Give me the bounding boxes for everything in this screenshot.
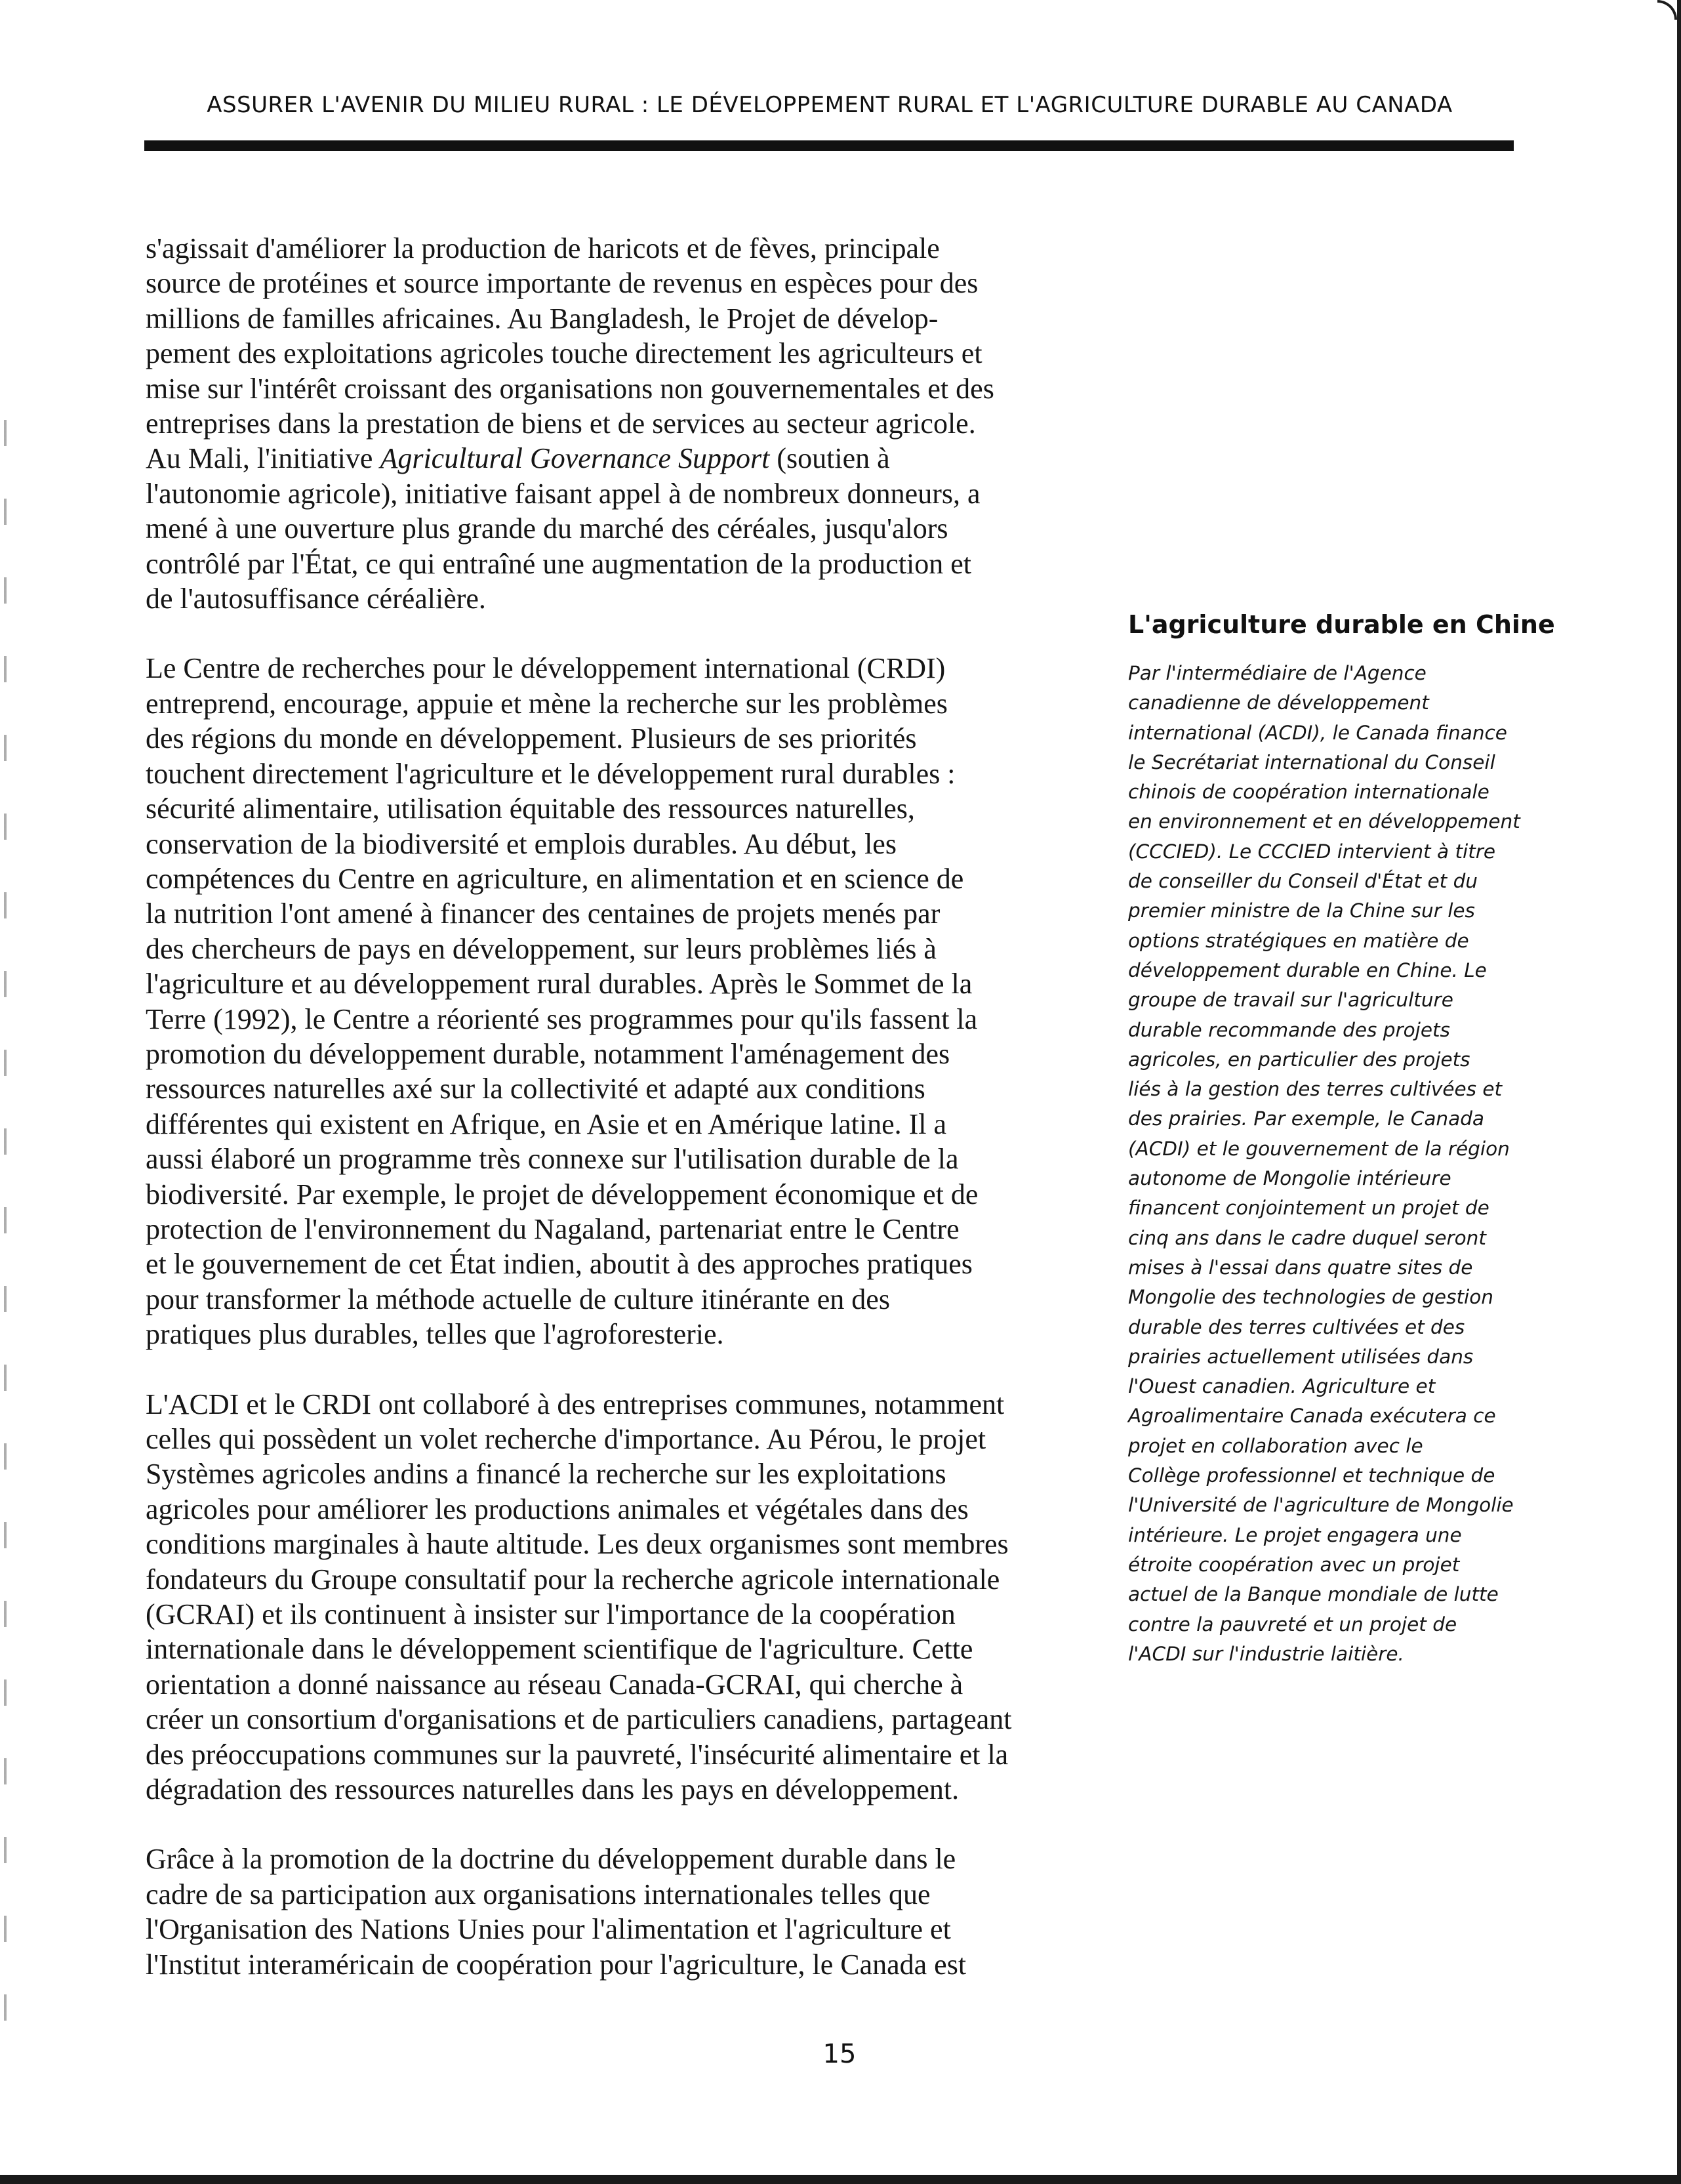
sidebar-line: (CCCIED). Le CCCIED intervient à titre	[1128, 840, 1496, 863]
sidebar-line: développement durable en Chine. Le	[1128, 958, 1487, 981]
sidebar-line: chinois de coopération internationale	[1128, 781, 1489, 804]
text-line: et le gouvernement de cet État indien, aboutit à des approches pratiques	[146, 1248, 973, 1281]
sidebar-line: international (ACDI), le Canada finance	[1128, 721, 1507, 744]
text-line: cadre de sa participation aux organisations internationales telles que	[146, 1878, 931, 1910]
sidebar-line: Par l'intermédiaire de l'Agence	[1128, 662, 1427, 684]
sidebar-line: Collège professionnel et technique de	[1128, 1464, 1495, 1487]
sidebar-line: durable recommande des projets	[1128, 1018, 1450, 1041]
page-number: 15	[822, 2039, 857, 2069]
sidebar-line: des prairies. Par exemple, le Canada	[1128, 1107, 1485, 1130]
text-line: agricoles pour améliorer les productions animales et végétales dans des	[146, 1493, 969, 1525]
sidebar-line: mises à l'essai dans quatre sites de	[1128, 1256, 1473, 1279]
sidebar-text	[1128, 659, 1548, 1669]
text-line: touchent directement l'agriculture et le développement rural durables :	[146, 757, 956, 790]
text-segment: (soutien à	[777, 442, 890, 475]
text-line: l'Institut interaméricain de coopération pour l'agriculture, le Canada est	[146, 1948, 967, 1981]
sidebar-line: prairies actuellement utilisées dans	[1128, 1345, 1474, 1368]
text-line: mené à une ouverture plus grande du marché des céréales, jusqu'alors	[146, 512, 948, 545]
text-line: entreprises dans la prestation de biens et de services au secteur agricole.	[146, 407, 976, 440]
text-line: contrôlé par l'État, ce qui entraîné une augmentation de la production et	[146, 547, 972, 580]
text-line: sécurité alimentaire, utilisation équitable des ressources naturelles,	[146, 793, 915, 825]
text-line: Grâce à la promotion de la doctrine du développement durable dans le	[146, 1843, 956, 1876]
sidebar-line: intérieure. Le projet engagera une	[1128, 1523, 1462, 1546]
sidebar-line: actuel de la Banque mondiale de lutte	[1128, 1583, 1499, 1606]
scan-edge-bottom	[0, 2175, 1681, 2184]
text-line: dégradation des ressources naturelles dans les pays en développement.	[146, 1773, 960, 1806]
sidebar-line: canadienne de développement	[1128, 691, 1429, 714]
sidebar-line: étroite coopération avec un projet	[1128, 1553, 1460, 1576]
text-line: l'autonomie agricole), initiative faisant appel à de nombreux donneurs, a	[146, 477, 981, 510]
sidebar-line: l'ACDI sur l'industrie laitière.	[1128, 1642, 1404, 1665]
sidebar-line: l'Université de l'agriculture de Mongolie	[1128, 1494, 1514, 1517]
sidebar-line: (ACDI) et le gouvernement de la région	[1128, 1137, 1510, 1160]
text-line: source de protéines et source importante de revenus en espèces pour des	[146, 267, 979, 300]
text-line: conservation de la biodiversité et emplois durables. Au début, les	[146, 827, 897, 860]
text-line: protection de l'environnement du Nagaland, partenariat entre le Centre	[146, 1212, 960, 1245]
text-line: Le Centre de recherches pour le développement international (CRDI)	[146, 652, 946, 685]
sidebar-box	[1128, 610, 1555, 1669]
paragraph-1	[146, 231, 1103, 616]
text-line: des chercheurs de pays en développement, sur leurs problèmes liés à	[146, 932, 937, 965]
sidebar-title: L'agriculture durable en Chine	[1128, 610, 1555, 639]
sidebar-line: groupe de travail sur l'agriculture	[1128, 989, 1453, 1012]
scan-marks-left	[4, 420, 7, 2060]
paragraph-4	[146, 1842, 1103, 1982]
text-line: créer un consortium d'organisations et de particuliers canadiens, partageant	[146, 1703, 1012, 1736]
sidebar-line: projet en collaboration avec le	[1128, 1434, 1423, 1457]
text-line: Terre (1992), le Centre a réorienté ses programmes pour qu'ils fassent la	[146, 1002, 978, 1035]
sidebar-line: l'Ouest canadien. Agriculture et	[1128, 1375, 1436, 1398]
sidebar-line: agricoles, en particulier des projets	[1128, 1048, 1470, 1071]
text-line: l'agriculture et au développement rural durables. Après le Sommet de la	[146, 968, 973, 1000]
scan-corner	[1657, 0, 1677, 20]
text-line: conditions marginales à haute altitude. Les deux organismes sont membres	[146, 1528, 1009, 1561]
text-line: Systèmes agricoles andins a financé la recherche sur les exploitations	[146, 1458, 946, 1491]
sidebar-line: de conseiller du Conseil d'État et du	[1128, 870, 1478, 893]
sidebar-line: Agroalimentaire Canada exécutera ce	[1128, 1405, 1496, 1428]
sidebar-line: cinq ans dans le cadre duquel seront	[1128, 1226, 1486, 1249]
text-line: L'ACDI et le CRDI ont collaboré à des entreprises communes, notamment	[146, 1388, 1005, 1420]
text-line: compétences du Centre en agriculture, en alimentation et en science de	[146, 862, 964, 895]
sidebar-line: contre la pauvreté et un projet de	[1128, 1613, 1457, 1636]
main-column	[146, 231, 1103, 2017]
header-rule	[144, 140, 1514, 151]
running-head: ASSURER L'AVENIR DU MILIEU RURAL : LE DÉVELOPPEMENT RURAL ET L'AGRICULTURE DURABLE AU CANADA	[207, 92, 1453, 118]
sidebar-line: options stratégiques en matière de	[1128, 929, 1469, 952]
sidebar-line: premier ministre de la Chine sur les	[1128, 899, 1475, 922]
text-line: des régions du monde en développement. Plusieurs de ses priorités	[146, 722, 917, 755]
sidebar-line: durable des terres cultivées et des	[1128, 1315, 1465, 1338]
text-line: des préoccupations communes sur la pauvreté, l'insécurité alimentaire et la	[146, 1738, 1009, 1771]
sidebar-line: financent conjointement un projet de	[1128, 1197, 1489, 1220]
scan-edge-right	[1677, 0, 1681, 2184]
text-line: fondateurs du Groupe consultatif pour la recherche agricole internationale	[146, 1563, 1000, 1596]
text-line: promotion du développement durable, notamment l'aménagement des	[146, 1037, 950, 1070]
text-line: biodiversité. Par exemple, le projet de développement économique et de	[146, 1178, 979, 1210]
text-line: la nutrition l'ont amené à financer des centaines de projets menés par	[146, 897, 941, 930]
text-line: différentes qui existent en Afrique, en Asie et en Amérique latine. Il a	[146, 1107, 947, 1140]
sidebar-line: liés à la gestion des terres cultivées et	[1128, 1078, 1503, 1101]
text-line: pour transformer la méthode actuelle de culture itinérante en des	[146, 1283, 890, 1315]
italic-title: Agricultural Governance Support	[380, 442, 770, 475]
text-line: orientation a donné naissance au réseau Canada-GCRAI, qui cherche à	[146, 1668, 963, 1700]
sidebar-line: en environnement et en développement	[1128, 810, 1520, 833]
paragraph-2	[146, 651, 1103, 1351]
text-line: mise sur l'intérêt croissant des organisations non gouvernementales et des	[146, 372, 994, 405]
text-line: l'Organisation des Nations Unies pour l'alimentation et l'agriculture et	[146, 1913, 951, 1946]
text-line: pement des exploitations agricoles touche directement les agriculteurs et	[146, 337, 982, 370]
text-line: (GCRAI) et ils continuent à insister sur l'importance de la coopération	[146, 1598, 956, 1631]
text-line: s'agissait d'améliorer la production de haricots et de fèves, principale	[146, 232, 940, 264]
sidebar-line: Mongolie des technologies de gestion	[1128, 1286, 1493, 1309]
text-line	[146, 441, 1103, 476]
text-line: ressources naturelles axé sur la collectivité et adapté aux conditions	[146, 1073, 925, 1105]
text-line: millions de familles africaines. Au Bangladesh, le Projet de dévelop-	[146, 302, 939, 335]
text-line: entreprend, encourage, appuie et mène la recherche sur les problèmes	[146, 687, 948, 720]
text-line: de l'autosuffisance céréalière.	[146, 583, 486, 615]
sidebar-line: autonome de Mongolie intérieure	[1128, 1167, 1451, 1190]
sidebar-line: le Secrétariat international du Conseil	[1128, 751, 1495, 773]
text-line: pratiques plus durables, telles que l'agroforesterie.	[146, 1318, 724, 1351]
text-line: celles qui possèdent un volet recherche d'importance. Au Pérou, le projet	[146, 1423, 986, 1455]
paragraph-3	[146, 1387, 1103, 1807]
text-segment: Au Mali, l'initiative	[146, 442, 373, 475]
text-line: aussi élaboré un programme très connexe sur l'utilisation durable de la	[146, 1143, 959, 1176]
text-line: internationale dans le développement scientifique de l'agriculture. Cette	[146, 1633, 973, 1666]
